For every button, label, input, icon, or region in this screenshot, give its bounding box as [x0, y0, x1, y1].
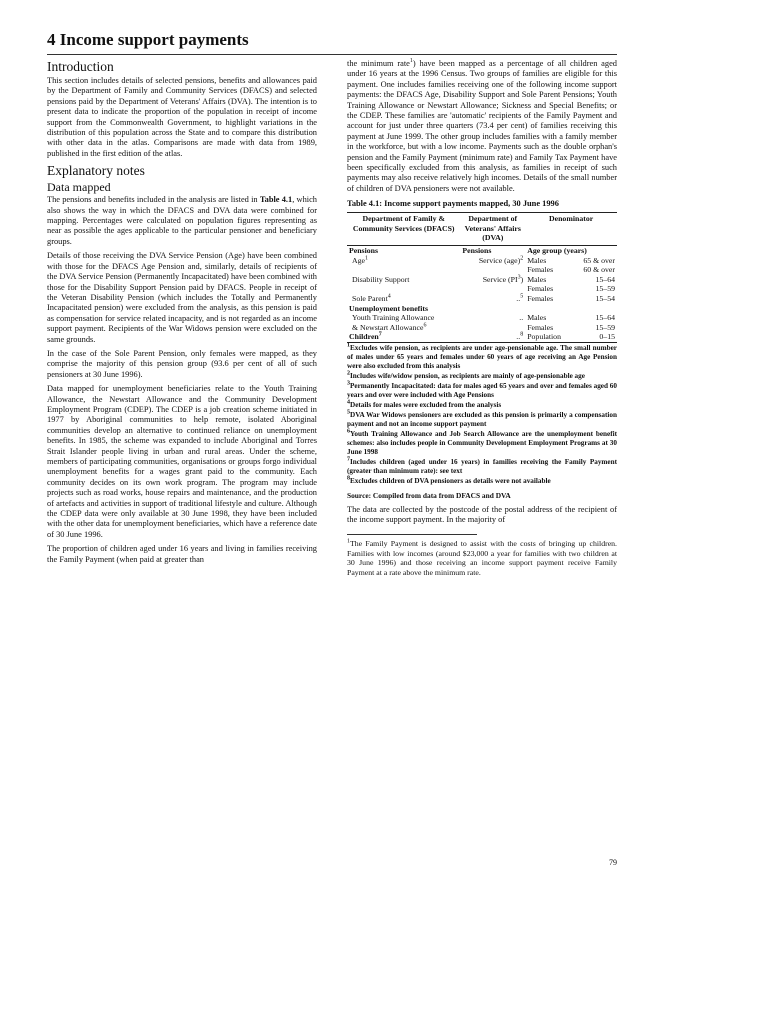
table-row	[347, 275, 617, 285]
right-paragraph-1	[347, 59, 617, 194]
footnote-body: The Family Payment is designed to assist with the costs of bringing up children. Families with low incomes (around $23,000 a year for families with two children at 30 June 1996) and those receiving an income support payment receive Family Payment at a rate above the minimum rate.	[347, 538, 617, 578]
intro-heading: Introduction	[47, 59, 114, 74]
table-note	[347, 401, 617, 410]
p1-a: the minimum rate	[347, 59, 410, 68]
note-text: Includes wife/widow pension, as recipients are mainly of age-pensionable age	[350, 372, 585, 380]
table-row	[347, 265, 617, 275]
denom-range: 15–59	[595, 284, 615, 294]
table-note	[347, 411, 617, 429]
explanatory-paragraph-5: The proportion of children aged under 16 years and living in families receiving the Family Payment (when paid at greater than	[47, 544, 317, 564]
children-dva: ..	[516, 332, 521, 342]
table-note	[347, 477, 617, 486]
sole-dva: ..	[516, 294, 521, 304]
note-text: Excludes wife pension, as recipients are under age-pensionable age. The small number of males under 65 years and females under 60 years of age receiving an Age Pension were also excluded from this analysis	[347, 344, 617, 370]
age-cell	[347, 256, 460, 266]
disability-dva: Service (PI	[482, 274, 518, 284]
page-number: 79	[609, 858, 617, 867]
note-num: 8	[347, 475, 350, 482]
p1-pre: The pensions and benefits included in the analysis are listed in	[47, 195, 260, 205]
data-mapped-heading: Data mapped	[47, 180, 111, 195]
table-row	[347, 246, 617, 256]
newstart-label: & Newstart Allowance	[352, 322, 424, 332]
table-notes	[347, 344, 617, 486]
table-note	[347, 430, 617, 457]
denom-range: 60 & over	[583, 265, 615, 275]
age-label: Age	[352, 255, 365, 265]
disability-dva-cell	[460, 275, 525, 285]
table-row	[347, 304, 617, 314]
denom-sex: Males	[527, 255, 547, 265]
note-num: 6	[347, 428, 350, 435]
explanatory-heading: Explanatory notes	[47, 163, 145, 179]
note-text: DVA War Widows pensioners are excluded as this pension is primarily a compensation payment and not an income support payment	[347, 411, 617, 428]
youth-label: Youth Training Allowance	[352, 313, 435, 323]
note-ref: 3	[517, 274, 521, 281]
denom-range: 15–64	[595, 313, 615, 323]
note-ref: 7	[378, 331, 382, 338]
disability-dva-close: )	[520, 274, 524, 284]
footnote-ref: 1	[409, 58, 413, 65]
youth-dva: ..	[519, 313, 524, 323]
note-text: Permanently Incapacitated: data for males aged 65 years and over and females aged 60 years and over were included with Age Pensions	[347, 382, 617, 399]
denom-sex: Males	[527, 274, 547, 284]
note-ref: 8	[520, 331, 524, 338]
denom-range: 15–64	[595, 274, 615, 284]
page	[47, 30, 617, 582]
header-dva: Department of Veterans' Affairs (DVA)	[464, 214, 521, 243]
note-num: 2	[347, 370, 350, 377]
note-ref: 5	[520, 293, 524, 300]
table-row	[347, 313, 617, 323]
table-row	[347, 332, 617, 342]
note-text: Youth Training Allowance and Job Search Allowance are the unemployment benefit schemes: also includes people in Community Development Employment Programs at 30 June 1998	[347, 430, 617, 456]
footnote-num: 1	[347, 538, 350, 545]
note-num: 5	[347, 409, 350, 416]
section-children: Children	[349, 332, 379, 342]
footnote-rule	[347, 534, 477, 535]
section-unemployment: Unemployment benefits	[349, 303, 429, 313]
denom-sex: Females	[527, 265, 554, 275]
table-note	[347, 458, 617, 476]
title-rule	[47, 54, 617, 55]
table-row	[347, 294, 617, 304]
denom-sex: Females	[527, 294, 554, 304]
section-pensions: Pensions	[349, 246, 379, 256]
denom-sex: Females	[527, 322, 554, 332]
age-dva-cell	[460, 256, 525, 266]
note-text: Includes children (aged under 16 years) in families receiving the Family Payment (greater than minimum rate): see text	[347, 458, 617, 475]
denom-range: 65 & over	[583, 255, 615, 265]
note-num: 1	[347, 342, 350, 349]
intro-paragraph: This section includes details of selected pensions, benefits and allowances paid by the Department of Family and Community Services (DFACS) and selected pensions paid by the Department of Veterans' Affairs (DVA). The intention is to present data to indicate the proportion of the population in receipt of income support from the Commonwealth Government, to highlight variations in the distribution of this population across the State and to compare this distribution with other data in the atlas. Comparisons are made with data from 1989, published in the first edition of the atlas.	[47, 76, 317, 158]
note-text: Excludes children of DVA pensioners as details were not available	[350, 477, 551, 485]
denom-range: 0–15	[599, 332, 615, 342]
income-support-table	[347, 212, 617, 343]
children-dva-cell	[460, 332, 525, 342]
denom-sex: Population	[527, 332, 561, 342]
chapter-title: 4 Income support payments	[47, 30, 249, 49]
p1-post: , which also shows the way in which the DFACS and DVA data were combined for mapping. Percentages were calculated on population figures representing as near as possible the ages applicable to the particular pensioner and beneficiary groups.	[47, 195, 317, 246]
note-ref: 4	[387, 293, 391, 300]
denom-range: 15–59	[595, 322, 615, 332]
explanatory-section	[47, 163, 317, 565]
denom-sex: Females	[527, 284, 554, 294]
table-reference: Table 4.1	[259, 195, 293, 205]
left-column	[47, 59, 317, 582]
explanatory-paragraph-2: Details of those receiving the DVA Service Pension (Age) have been combined with those for the DFACS Age Pension and, similarly, details of recipients of the DVA Service Pension (Permanently Incapacitated) have been combined with those for the Disability Support Pension paid by DFACS. People in receipt of the Veteran Disability Pension (which includes the Totally and Permanently Incapacitated pension) were excluded from the analysis, as this pension is paid as compensation for service related incapacity, and is not regarded as an income support payment. Recipients of the War Widows pension were excluded on the same grounds.	[47, 251, 317, 344]
table-note	[347, 372, 617, 381]
age-dva: Service (age)	[478, 255, 521, 265]
section-pensions-dva: Pensions	[462, 246, 492, 256]
footnote-text	[347, 539, 617, 578]
section-age-group: Age group (years)	[527, 246, 587, 256]
note-num: 7	[347, 456, 350, 463]
table-source: Source: Compiled from data from DFACS and DVA	[347, 491, 511, 500]
header-dfacs: Department of Family & Community Services (DFACS)	[352, 214, 455, 233]
right-column	[347, 59, 617, 582]
children-cell	[347, 332, 460, 342]
note-num: 3	[347, 380, 350, 387]
p1-b: ) have been mapped as a percentage of all children aged under 16 years at the 1996 Census. Two groups of families are eligible for this payment. One includes families receiving one of the following income support payments: the DFACS Age, Disability Support and Sole Parent Pensions; Youth Training Allowance or Newstart Allowance; Sickness and Special Benefits; or the CDEP. These families are 'automatic' recipients of the Family Payment and account for just under three quarters (73.4 per cent) of families receiving this payment at June 1999. The other group includes families with a family member in the workforce, but with a low income. Payments such as the double orphan's pension and the Family Payment (minimum rate) and Family Tax Payment have been specifically excluded from this analysis, as families in receipt of such payments may also receive relatively high incomes. Details of the small number of children of DVA pensioners were not available.	[347, 59, 617, 193]
sole-cell	[347, 294, 460, 304]
sole-label: Sole Parent	[352, 294, 388, 304]
denom-sex: Males	[527, 313, 547, 323]
header-denominator: Denominator	[549, 214, 594, 224]
note-ref: 6	[423, 322, 427, 329]
table-row	[347, 323, 617, 333]
two-column-body	[47, 59, 617, 582]
table-note	[347, 382, 617, 400]
table-caption: Table 4.1: Income support payments mapped, 30 June 1996	[347, 199, 559, 209]
table-row	[347, 256, 617, 266]
note-ref: 1	[365, 255, 368, 262]
explanatory-paragraph-1	[47, 195, 317, 247]
denom-range: 15–54	[595, 294, 615, 304]
note-text: Details for males were excluded from the analysis	[350, 401, 502, 409]
footnote	[347, 539, 617, 578]
newstart-cell	[347, 323, 460, 333]
note-ref: 2	[520, 255, 524, 262]
disability-label: Disability Support	[352, 274, 410, 284]
right-paragraph-2: The data are collected by the postcode of the postal address of the recipient of the income support payment. In the majority of	[347, 505, 617, 525]
explanatory-paragraph-4: Data mapped for unemployment beneficiaries relate to the Youth Training Allowance, the Newstart Allowance and the Community Development Employment Program (CDEP). The CDEP is a job creation scheme initiated in 1977 by Aboriginal communities to help remote, isolated Aboriginal communities develop an alternative to continued reliance on unemployment benefits. In 1985, the scheme was expanded to include Aboriginal and Torres Strait Islander people living in urban and rural areas. Under the scheme, members of participating communities, organisations or groups forgo individual unemployment benefits for a wages grant paid to the community. Each community decides on its own work program. The program may include projects such as road works, house repairs and maintenance, and the production of artefacts and activities in support of traditional lifestyle and culture. Although the CDEP data were only available at 30 June 1998, they have been included with the other data for unemployment beneficiaries, which have a reference date of 30 June 1996.	[47, 384, 317, 539]
sole-dva-cell	[460, 294, 525, 304]
table-header-row	[347, 213, 617, 246]
explanatory-paragraph-3: In the case of the Sole Parent Pension, only females were mapped, as they comprise the majority of this pension group (93.6 per cent of all of such pensioners at 30 June 1996).	[47, 348, 317, 379]
note-num: 4	[347, 399, 350, 406]
table-note	[347, 344, 617, 371]
